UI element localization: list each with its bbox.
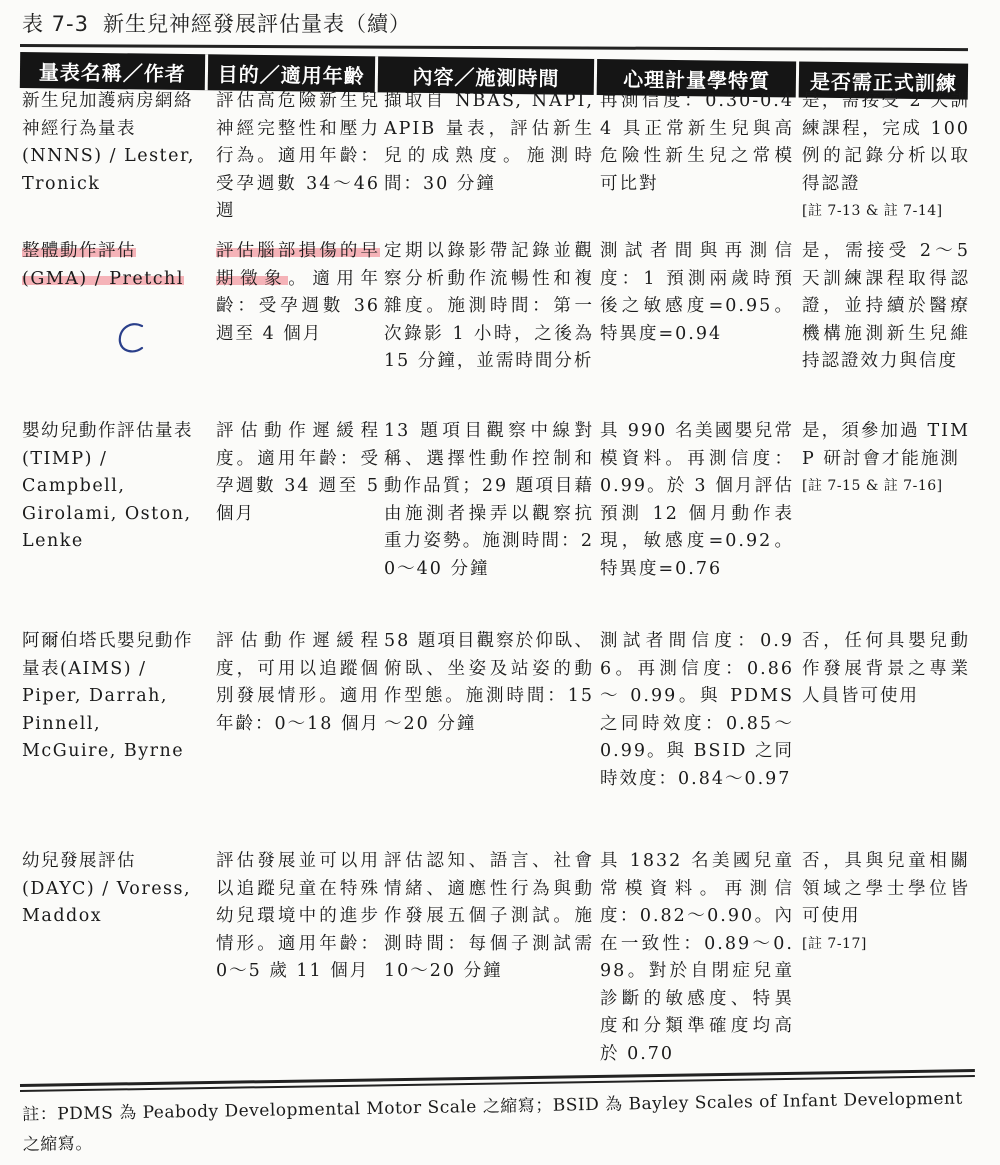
purpose-rest: 。適用年齡：受孕週數 36 週至 4 個月 (216, 268, 380, 344)
content-cell: 定期以錄影帶記錄並觀察分析動作流暢性和複雜度。施測時間：第一次錄影 1 小時，之後為 15 分鐘，並需時間分析 (384, 241, 594, 371)
scale-name-cell (22, 238, 198, 293)
content-cell: 擷取自 NBAS, NAPI, APIB 量表，評估新生兒的成熟度。施測時間：30 分鐘 (384, 91, 594, 194)
psychometrics-cell: 再測信度：0.30-0.44 具正常新生兒與高危險性新生兒之常模可比對 (600, 91, 794, 194)
table-body (22, 88, 970, 1088)
psychometrics-cell: 具 990 名美國嬰兒常模資料。再測信度：0.99。於 3 個月評估預測 12 個月動作表現，敏感度=0.92。特異度=0.76 (600, 421, 794, 579)
training-text: 是，須參加過 TIMP 研討會才能施測 (802, 421, 970, 469)
purpose-cell: 評估動作遲緩程度。適用年齡：受孕週數 34 週至 5 個月 (216, 421, 380, 524)
training-cell (802, 418, 970, 501)
content-cell: 13 題項目觀察中線對稱、選擇性動作控制和動作品質；29 題項目藉由施測者操弄以觀察抗重力姿勢。施測時間：20～40 分鐘 (384, 421, 594, 579)
training-cell: 是，需接受 2～5 天訓練課程取得認證，並持續於醫療機構施測新生兒維持認證效力與信度 (802, 241, 970, 371)
training-note: [註 7-17] (802, 935, 867, 952)
training-cell: 否，任何具嬰兒動作發展背景之專業人員皆可使用 (802, 631, 970, 706)
training-cell (802, 848, 970, 958)
scale-name-cell: 阿爾伯塔氏嬰兒動作量表(AIMS) / Piper, Darrah, Pinnell, McGuire, Byrne (22, 631, 193, 761)
training-text: 否，具與兒童相關領域之學士學位皆可使用 (802, 851, 970, 926)
header-content: 內容／施測時間 (378, 56, 598, 95)
psychometrics-cell: 測試者間信度：0.96。再測信度：0.86 ～ 0.99。與 PDMS 之同時效度：0.85～0.99。與 BSID 之同時效度：0.84～0.97 (600, 631, 794, 789)
header-scale-name: 量表名稱／作者 (20, 52, 208, 90)
training-note: [註 7-13 & 註 7-14] (802, 203, 943, 219)
scale-name-cell: 嬰幼兒動作評估量表(TIMP) / Campbell, Girolami, Oston, Lenke (22, 421, 193, 551)
header-purpose: 目的／適用年齡 (208, 54, 378, 92)
content-cell: 58 題項目觀察於仰臥、俯臥、坐姿及站姿的動作型態。施測時間：15～20 分鐘 (384, 631, 594, 734)
highlighted-purpose: 評估腦部損傷的早期徵象 (216, 241, 380, 289)
footnote: 註：PDMS 為 Peabody Developmental Motor Scale 之縮寫；BSID 為 Bayley Scales of Infant Development 之縮寫。 (22, 1088, 963, 1155)
table-number: 表 7-3 (22, 12, 89, 36)
header-psychometrics: 心理計量學特質 (597, 59, 799, 97)
content-cell: 評估認知、語言、社會情緒、適應性行為與動作發展五個子測試。施測時間：每個子測試需 10～20 分鐘 (384, 851, 594, 981)
handwritten-c-mark (112, 318, 152, 358)
purpose-cell: 評估發展並可以用以追蹤兒童在特殊幼兒環境中的進步情形。適用年齡：0～5 歲 11 個月 (216, 851, 380, 981)
training-cell (802, 88, 970, 226)
highlighted-scale-name: 整體動作評估 (GMA) / Pretchl (22, 241, 184, 289)
table-title-text: 新生兒神經發展評估量表（續） (102, 12, 411, 36)
top-rule (20, 44, 968, 51)
header-training: 是否需正式訓練 (799, 62, 968, 100)
purpose-cell (216, 238, 380, 348)
purpose-cell: 評估高危險新生兒神經完整性和壓力行為。適用年齡：受孕週數 34～46 週 (216, 91, 380, 221)
purpose-cell: 評估動作遲緩程度，可用以追蹤個別發展情形。適用年齡：0～18 個月 (216, 631, 380, 734)
psychometrics-cell: 具 1832 名美國兒童常模資料。再測信度：0.82～0.90。內在一致性：0.89～0.98。對於自閉症兒童診斷的敏感度、特異度和分類準確度均高於 0.70 (600, 851, 794, 1064)
table-title (22, 8, 411, 38)
scale-name-cell: 新生兒加護病房網絡神經行為量表(NNNS) / Lester, Tronick (22, 91, 195, 194)
training-text: 是，需接受 2 天訓練課程，完成 100 例的記錄分析以取得認證 (802, 91, 970, 194)
training-note: [註 7-15 & 註 7-16] (802, 478, 943, 494)
scale-name-cell: 幼兒發展評估(DAYC) / Voress, Maddox (22, 851, 192, 926)
psychometrics-cell: 測試者間與再測信度：1 預測兩歲時預後之敏感度=0.95。特異度=0.94 (600, 241, 794, 344)
